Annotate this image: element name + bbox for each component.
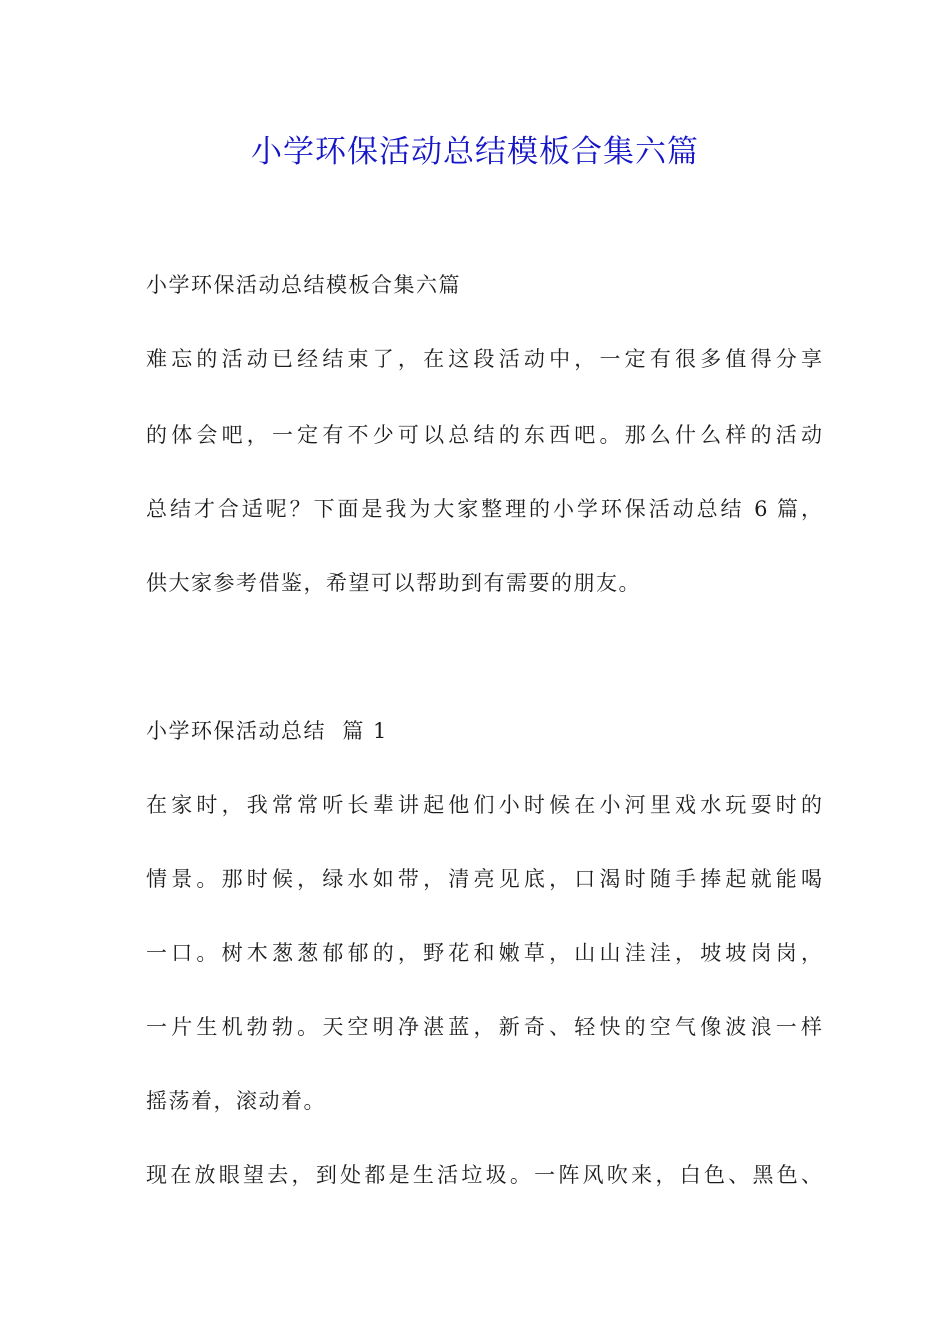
intro-line-1: 难忘的活动已经结束了，在这段活动中，一定有很多值得分享 <box>146 347 822 371</box>
intro-line-2: 的体会吧，一定有不少可以总结的东西吧。那么什么样的活动 <box>146 423 822 447</box>
section-line-3: 一口。树木葱葱郁郁的，野花和嫩草，山山洼洼，坡坡岗岗， <box>146 941 822 965</box>
intro-line-3: 总结才合适呢？下面是我为大家整理的小学环保活动总结 6 篇， <box>146 497 822 521</box>
section-line-4: 一片生机勃勃。天空明净湛蓝，新奇、轻快的空气像波浪一样 <box>146 1015 822 1039</box>
section-line-5: 摇荡着，滚动着。 <box>146 1089 326 1113</box>
section-line-6: 现在放眼望去，到处都是生活垃圾。一阵风吹来，白色、黑色、 <box>146 1163 822 1187</box>
section-line-1: 在家时，我常常听长辈讲起他们小时候在小河里戏水玩耍时的 <box>146 793 822 817</box>
document-subtitle: 小学环保活动总结模板合集六篇 <box>146 273 461 297</box>
section-line-2: 情景。那时候，绿水如带，清亮见底，口渴时随手捧起就能喝 <box>146 867 822 891</box>
section-heading: 小学环保活动总结 篇 1 <box>146 719 388 743</box>
document-title: 小学环保活动总结模板合集六篇 <box>251 134 699 170</box>
intro-line-4: 供大家参考借鉴，希望可以帮助到有需要的朋友。 <box>146 571 641 595</box>
